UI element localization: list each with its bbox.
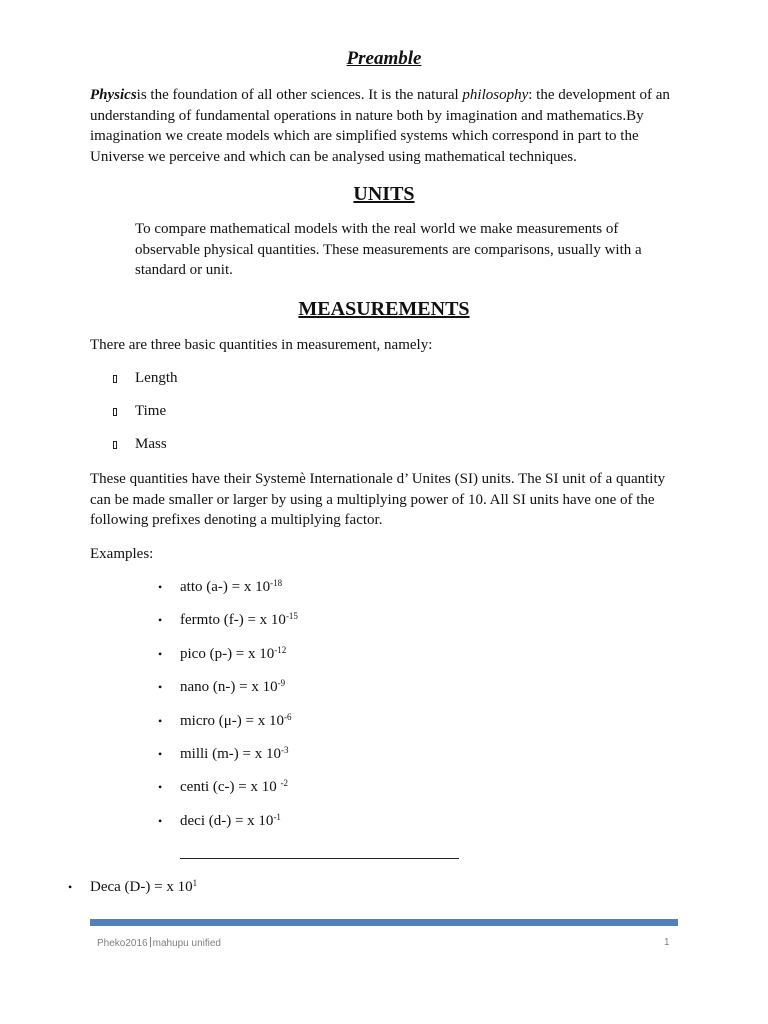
list-item <box>158 677 298 710</box>
list-item <box>158 711 298 744</box>
list-item <box>158 744 298 777</box>
footer-bar <box>90 919 678 926</box>
footer-org: mahupu unified <box>152 938 221 949</box>
si-paragraph: These quantities have their Systemè Internationale d’ Unites (SI) units. The SI unit of a quantity can be made smaller or larger by using a multiplying power of 10. All SI units have one of the following prefixes denoting a multiplying factor. <box>90 471 666 528</box>
list-item <box>90 401 178 434</box>
prefix-text: milli (m-) = x 10 <box>180 745 281 762</box>
list-item <box>68 877 197 898</box>
prefix-list-continued <box>68 877 197 898</box>
units-paragraph: To compare mathematical models with the real world we make measurements of observable physical quantities. These measurements are comparisons, usually with a standard or unit. <box>135 221 642 278</box>
prefix-text: pico (p-) = x 10 <box>180 645 275 662</box>
page-number: 1 <box>664 937 670 948</box>
prefix-text: atto (a-) = x 10 <box>180 579 271 595</box>
bullet-icon: • <box>158 780 163 795</box>
list-item <box>90 434 178 467</box>
bullet-icon: • <box>158 746 163 761</box>
separator-line <box>180 858 459 859</box>
intro-text-1: is the foundation of all other sciences. It is the natural <box>136 87 463 103</box>
box-bullet-icon <box>113 408 117 416</box>
list-item <box>158 610 298 643</box>
box-bullet-icon <box>113 375 117 383</box>
examples-label: Examples: <box>90 546 154 562</box>
footer-author: Pheko2016 <box>97 938 148 949</box>
list-item <box>158 811 298 844</box>
bullet-icon: • <box>158 713 163 728</box>
intro-paragraph <box>90 85 678 167</box>
prefix-text: Deca (D-) = x 10 <box>90 879 193 895</box>
prefix-exponent: -9 <box>277 678 286 689</box>
list-item <box>158 577 298 610</box>
prefix-exponent: -3 <box>280 744 289 755</box>
prefix-text: nano (n-) = x 10 <box>180 679 278 696</box>
intro-term: Physics <box>90 87 137 103</box>
prefix-text: centi (c-) = x 10 <box>180 779 281 796</box>
quantity-label: Mass <box>135 436 167 452</box>
bullet-icon: • <box>68 880 73 894</box>
intro-text-2: : the development of an understanding of fundamental operations in nature both by imagination and mathematics.By imagination we create models which are simplified systems which correspond in part to the Universe we perceive and which can be analysed using mathematical techniques. <box>90 87 670 165</box>
prefix-text: deci (d-) = x 10 <box>180 812 274 829</box>
prefix-exponent: -2 <box>280 778 289 789</box>
prefix-exponent: -15 <box>285 611 298 622</box>
list-item <box>158 777 298 810</box>
list-item <box>90 368 178 401</box>
prefix-exponent: -1 <box>273 811 281 822</box>
prefix-text: fermto (f-) = x 10 <box>180 612 286 629</box>
prefix-text: micro (μ-) = x 10 <box>180 712 284 729</box>
intro-emphasis: philosophy <box>462 87 529 103</box>
bullet-icon: • <box>158 580 163 594</box>
page-title: Preamble <box>346 48 422 69</box>
footer-text <box>97 937 221 950</box>
quantity-label: Length <box>135 370 178 386</box>
box-bullet-icon <box>113 441 117 449</box>
footer-separator <box>150 937 151 947</box>
list-item <box>158 644 298 677</box>
prefix-exponent: 1 <box>192 878 198 888</box>
units-heading: UNITS <box>353 183 415 205</box>
prefix-exponent: -18 <box>270 578 283 588</box>
measurements-intro: There are three basic quantities in measurement, namely: <box>90 337 433 353</box>
measurements-heading: MEASUREMENTS <box>298 298 470 320</box>
quantity-label: Time <box>135 403 167 419</box>
bullet-icon: • <box>158 813 163 828</box>
prefix-exponent: -6 <box>283 711 292 722</box>
prefix-exponent: -12 <box>274 644 287 655</box>
bullet-icon: • <box>158 646 163 661</box>
basic-quantities-list <box>90 368 178 467</box>
bullet-icon: • <box>158 613 163 628</box>
prefix-list <box>158 577 298 844</box>
bullet-icon: • <box>158 680 163 695</box>
